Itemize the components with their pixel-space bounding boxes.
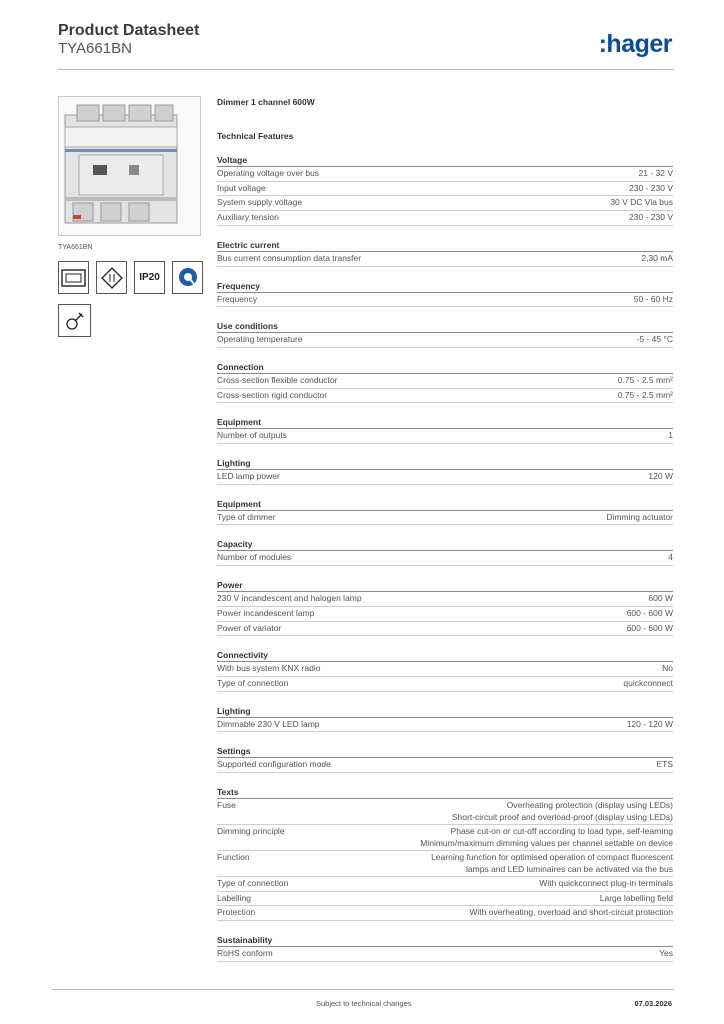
ce-icon — [58, 261, 89, 294]
feature-value: 0.75 - 2.5 mm² — [617, 389, 673, 400]
feature-row — [217, 758, 673, 773]
section-title: Settings — [217, 745, 673, 758]
feature-section — [217, 786, 673, 921]
page-header — [58, 22, 674, 70]
ip20-icon: IP20 — [134, 261, 165, 294]
feature-row — [217, 592, 673, 607]
feature-label: Dimmable 230 V LED lamp — [217, 718, 320, 729]
section-title: Voltage — [217, 154, 673, 167]
section-title: Texts — [217, 786, 673, 799]
feature-value: Overheating protection (display using LEDs) Short-circuit proof and overload-proof (display using LEDs) — [451, 800, 673, 822]
feature-value: 120 - 120 W — [626, 718, 673, 729]
section-title: Equipment — [217, 498, 673, 511]
feature-value: 2,30 mA — [641, 252, 673, 263]
page-footer — [52, 989, 674, 1008]
page-title: Product Datasheet — [58, 22, 200, 39]
feature-label: Type of dimmer — [217, 511, 276, 522]
feature-value: 600 - 600 W — [626, 607, 673, 618]
section-title: Equipment — [217, 416, 673, 429]
feature-label: Labelling — [217, 892, 252, 903]
feature-row — [217, 825, 673, 851]
feature-section — [217, 745, 673, 773]
feature-value: Yes — [659, 948, 673, 959]
feature-section — [217, 498, 673, 526]
features-heading: Technical Features — [217, 131, 294, 141]
feature-row — [217, 877, 673, 892]
product-sidebar — [58, 96, 203, 337]
feature-row — [217, 429, 673, 444]
feature-section — [217, 280, 673, 308]
feature-label: Power incandescent lamp — [217, 607, 315, 618]
section-title: Capacity — [217, 538, 673, 551]
certification-icons — [58, 261, 203, 294]
feature-label: Protection — [217, 907, 256, 918]
feature-row — [217, 607, 673, 622]
feature-section — [217, 457, 673, 485]
feature-label: Auxiliary tension — [217, 212, 279, 223]
feature-row — [217, 851, 673, 877]
section-title: Frequency — [217, 280, 673, 293]
technical-features — [217, 96, 673, 962]
feature-row — [217, 252, 673, 267]
feature-value: quickconnect — [623, 677, 673, 688]
footer-date: 07.03.2026 — [634, 999, 672, 1008]
section-title: Use conditions — [217, 320, 673, 333]
feature-value: ETS — [656, 759, 673, 770]
feature-row — [217, 333, 673, 348]
product-name: Dimmer 1 channel 600W — [217, 97, 315, 107]
section-title: Electric current — [217, 239, 673, 252]
feature-section — [217, 579, 673, 636]
feature-row — [217, 892, 673, 907]
product-image — [58, 96, 201, 236]
feature-label: Power of variator — [217, 622, 282, 633]
section-title: Connection — [217, 361, 673, 374]
feature-value: 120 W — [648, 471, 673, 482]
section-title: Connectivity — [217, 649, 673, 662]
feature-value: 230 - 230 V — [629, 182, 673, 193]
double-insulation-icon — [96, 261, 127, 294]
feature-row — [217, 551, 673, 566]
feature-row — [217, 470, 673, 485]
feature-value: Dimming actuator — [606, 511, 673, 522]
feature-sections — [217, 154, 673, 962]
feature-label: Cross-section rigid conductor — [217, 389, 328, 400]
feature-label: Fuse — [217, 800, 236, 811]
feature-row — [217, 622, 673, 637]
section-title: Lighting — [217, 457, 673, 470]
feature-label: RoHS conform — [217, 948, 273, 959]
feature-section — [217, 320, 673, 348]
feature-row — [217, 167, 673, 182]
feature-section — [217, 934, 673, 962]
footer-note: Subject to technical changes — [316, 999, 412, 1008]
feature-label: Type of connection — [217, 878, 289, 889]
quality-mark-icon — [172, 261, 203, 294]
feature-value: 0.75 - 2.5 mm² — [617, 374, 673, 385]
feature-section — [217, 416, 673, 444]
electrician-tool-icon — [58, 304, 91, 337]
feature-value: Learning function for optimised operation of compact fluorescent lamps and LED luminaires can be activated via the bus — [431, 852, 673, 874]
feature-row — [217, 947, 673, 962]
feature-label: Operating temperature — [217, 334, 303, 345]
feature-row — [217, 389, 673, 404]
feature-row — [217, 662, 673, 677]
feature-value: No — [662, 663, 673, 674]
feature-label: Type of connection — [217, 677, 289, 688]
feature-row — [217, 196, 673, 211]
feature-label: LED lamp power — [217, 471, 280, 482]
feature-section — [217, 649, 673, 691]
feature-row — [217, 211, 673, 226]
feature-label: Dimming principle — [217, 826, 285, 837]
feature-value: 21 - 32 V — [638, 168, 673, 178]
feature-label: 230 V incandescent and halogen lamp — [217, 593, 362, 604]
product-image-label: TYA661BN — [58, 244, 93, 251]
product-code: TYA661BN — [58, 40, 132, 57]
feature-value: 230 - 230 V — [629, 212, 673, 223]
feature-section — [217, 705, 673, 733]
section-title: Power — [217, 579, 673, 592]
feature-label: System supply voltage — [217, 197, 303, 208]
feature-value: 1 — [668, 430, 673, 441]
feature-row — [217, 374, 673, 389]
feature-label: With bus system KNX radio — [217, 663, 321, 674]
feature-label: Bus current consumption data transfer — [217, 252, 362, 263]
dimmer-device-icon — [59, 97, 201, 236]
feature-row — [217, 799, 673, 825]
feature-label: Number of outputs — [217, 430, 287, 441]
feature-section — [217, 154, 673, 226]
feature-row — [217, 677, 673, 692]
feature-section — [217, 538, 673, 566]
feature-label: Cross-section flexible conductor — [217, 374, 338, 385]
feature-label: Number of modules — [217, 552, 292, 563]
feature-label: Input voltage — [217, 182, 266, 193]
feature-value: Large labelling field — [599, 892, 673, 903]
feature-value: 30 V DC Via bus — [610, 197, 673, 208]
feature-value: 600 - 600 W — [626, 622, 673, 633]
feature-label: Function — [217, 852, 250, 863]
feature-value: 4 — [668, 552, 673, 563]
feature-section — [217, 239, 673, 267]
feature-value: -5 - 45 °C — [636, 334, 673, 345]
hager-logo: :hager — [598, 30, 672, 58]
feature-row — [217, 511, 673, 526]
section-title: Lighting — [217, 705, 673, 718]
feature-value: With quickconnect plug-in terminals — [539, 878, 673, 889]
section-title: Sustainability — [217, 934, 673, 947]
feature-value: 50 - 60 Hz — [633, 293, 673, 304]
feature-row — [217, 718, 673, 733]
feature-row — [217, 293, 673, 308]
feature-label: Supported configuration mode — [217, 759, 331, 770]
feature-row — [217, 906, 673, 921]
feature-label: Operating voltage over bus — [217, 168, 320, 178]
feature-value: 600 W — [648, 593, 673, 604]
feature-row — [217, 182, 673, 197]
feature-value: Phase cut-on or cut-off according to load type, self-learning Minimum/maximum dimming values per channel settable on device — [420, 826, 673, 848]
feature-label: Frequency — [217, 293, 258, 304]
feature-section — [217, 361, 673, 403]
feature-value: With overheating, overload and short-circuit protection — [469, 907, 673, 918]
